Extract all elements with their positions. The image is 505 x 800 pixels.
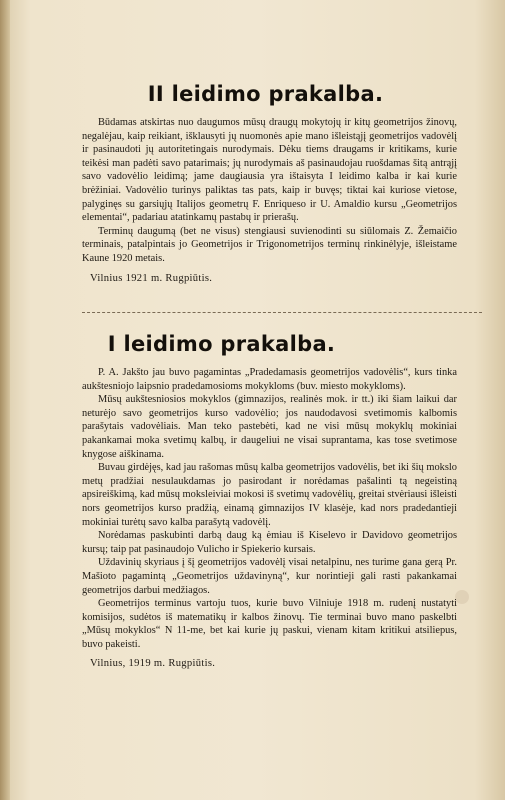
first-edition-paragraph-3: Buvau girdėjęs, kad jau rašomas mūsų kalba geometrijos vadovėlis, bet iki šių mokslo metų pradžiai nesulaukdamas jo pasirodant ir norėdamas pašalinti tą negeistiną apsireiškimą, kad mūsų moksleiviai mokosi iš svetimų vadovėlių, greitai stvėriausi išleisti nors geometrijos kurso pradžią, einamą gimnazijos IV klasėje, kad nors pradedantieji mokiniai turėtų savo kalba parašytą vadovėlį.	[82, 462, 457, 528]
second-edition-signature: Vilnius 1921 m. Rugpiūtis.	[90, 272, 213, 284]
first-edition-paragraph-5: Uždavinių skyriaus į šį geometrijos vadovėlį visai netalpinu, nes turime gana gerą Pr. Mašioto pagamintą „Geometrijos uždavinyną“, kur norintieji gali rasti pakankamai geometrijos darbui medžiagos.	[82, 557, 457, 596]
page-spine-edge	[0, 0, 10, 800]
first-edition-paragraph-1: P. A. Jakšto jau buvo pagamintas „Pradedamasis geometrijos vadovėlis“, kurs tinka aukštesniojo laipsnio pradedamosioms mokykloms (buv. miesto mokykloms).	[82, 367, 457, 392]
paper-stain	[455, 590, 469, 604]
first-edition-paragraph-4: Norėdamas paskubinti darbą daug ką ėmiau iš Kiselevo ir Davidovo geometrijos kursų; taip pat pasinaudojo Vulicho ir Spiekerio kursais.	[82, 530, 457, 555]
second-edition-title: II leidimo prakalba.	[147, 82, 384, 106]
first-edition-signature: Vilnius, 1919 m. Rugpiūtis.	[90, 658, 216, 670]
second-edition-preface	[82, 82, 457, 285]
first-edition-paragraph-2: Mūsų aukštesniosios mokyklos (gimnazijos, realinės mok. ir tt.) iki šiam laikui dar neturėjo savo geometrijos kurso vadovėlio; jos naudodavosi svetimomis kalbomis parašytais vadovėliais. Man teko pastebėti, kad ne visi mūsų mokyklų mokiniai pakankamai moka svetimų kalbų, ir daugeliui ne visai suprantama, kas tose svetimose knygose aiškinama.	[82, 394, 457, 460]
first-edition-paragraph-6: Geometrijos terminus vartoju tuos, kurie buvo Vilniuje 1918 m. rudenį nustatyti komisijos, sudėtos iš matematikų ir kalbos žinovų. Tie terminai buvo mano paskelbti „Mūsų mokyklos“ N 11-me, bet kai kurie jų paskui, vienam kitam kritikui atsiliepus, buvo pakeisti.	[82, 598, 457, 650]
first-edition-preface	[82, 332, 457, 671]
second-edition-paragraph-2: Terminų daugumą (bet ne visus) stengiausi suvienodinti su siūlomais Z. Žemaičio terminais, patalpintais jo Geometrijos ir Trigonometrijos terminų rinkinėlyje, išleistame Kaune 1920 metais.	[82, 225, 457, 264]
section-divider	[82, 312, 482, 313]
first-edition-title: I leidimo prakalba.	[107, 332, 336, 356]
second-edition-paragraph-1: Būdamas atskirtas nuo daugumos mūsų draugų mokytojų ir kitų geometrijos žinovų, negalėjau, kaip reikiant, išklausyti jų nuomonės apie mano išleistąjį geometrijos vadovėlį ir pasinaudoti jų autoritetingais nurodymais. Dėku tiems draugams ir kritikams, kurie teikėsi man padėti savo patarimais; jų nurodymais aš pasinaudojau ruošdamas šitą antrąjį savo vadovėlio leidimą; jame daugiausia yra ištaisyta I leidimo kalba ir kai kurie brėžiniai. Vadovėlio turinys paliktas tas pats, kaip ir buvęs; tiktai kai kuriose vietose, palyginęs su garsiųjų Italijos geometrų F. Enriqueso ir U. Amaldio kursu „Geometrijos elementai“, padariau atatinkamų pastabų ir prierašų.	[82, 117, 457, 224]
